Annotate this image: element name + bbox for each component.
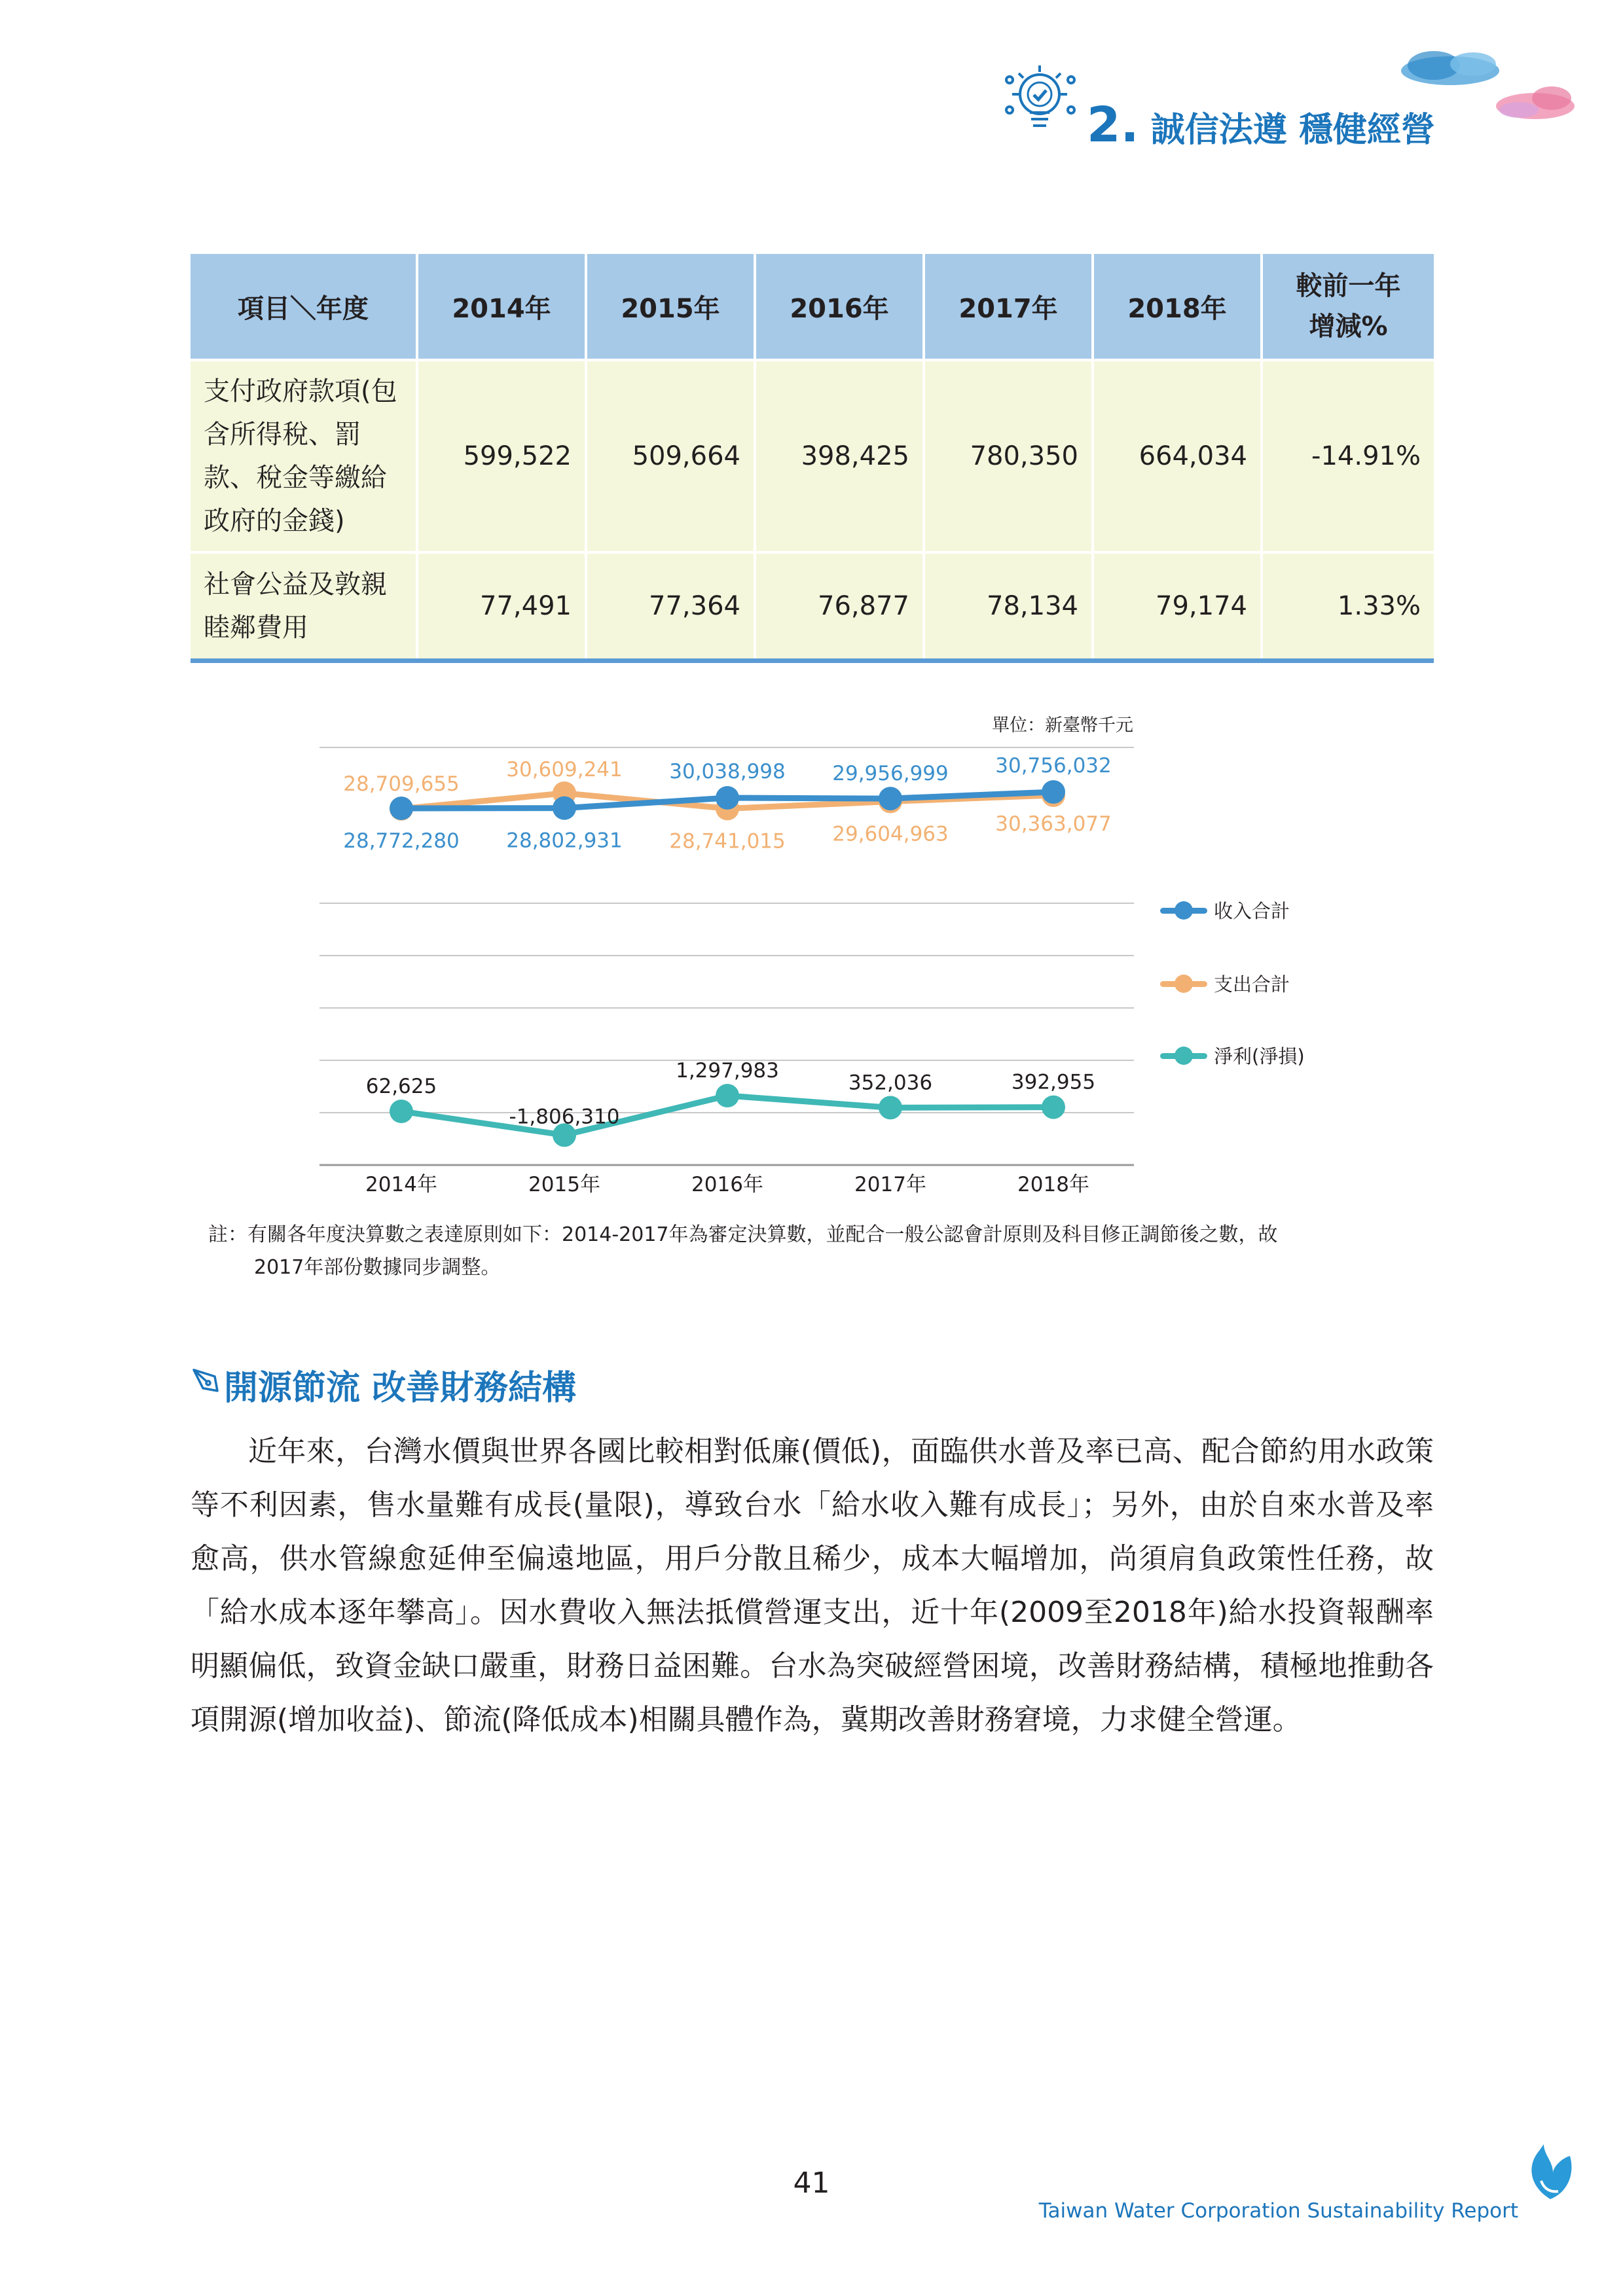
table-cell: 398,425	[755, 360, 924, 552]
data-label: 30,363,077	[995, 812, 1112, 836]
column-header: 2017年	[924, 254, 1093, 360]
x-tick-label: 2015年	[528, 1173, 600, 1196]
data-point	[390, 1100, 413, 1123]
legend-label: 淨利(淨損)	[1214, 1045, 1305, 1067]
legend-label: 收入合計	[1214, 900, 1290, 922]
table-header-row	[191, 254, 1434, 360]
table-cell: 77,491	[417, 552, 586, 661]
data-point	[553, 797, 576, 820]
chart-unit-label: 單位：新臺幣千元	[992, 715, 1133, 736]
legend-label: 支出合計	[1214, 973, 1290, 996]
data-label: 62,625	[365, 1075, 437, 1098]
data-label: 30,609,241	[506, 757, 623, 781]
data-label: 28,709,655	[343, 772, 460, 796]
table-cell: 599,522	[417, 360, 586, 552]
footnote-line-1: 註：有關各年度決算數之表達原則如下：2014-2017年為審定決算數，並配合一般公認會計原則及科目修正調節後之數，故	[208, 1223, 1278, 1246]
data-point	[879, 787, 902, 810]
data-label: 1,297,983	[676, 1059, 779, 1083]
data-label: 29,956,999	[832, 762, 949, 786]
x-tick-label: 2016年	[691, 1173, 763, 1196]
data-point	[390, 797, 413, 820]
data-point	[1042, 1096, 1065, 1119]
data-label: 28,802,931	[506, 829, 623, 853]
section-header	[1087, 97, 1435, 153]
data-label: -1,806,310	[509, 1105, 620, 1129]
lightbulb-check-icon	[1000, 60, 1085, 145]
watercolor-clouds-decoration	[1388, 46, 1584, 137]
column-header: 較前一年 增減%	[1262, 254, 1434, 360]
pen-nib-icon	[190, 1365, 221, 1396]
table-cell: 79,174	[1093, 552, 1262, 661]
data-point	[1042, 780, 1065, 804]
row-label: 社會公益及敦親睦鄰費用	[191, 552, 417, 661]
table-cell: 76,877	[755, 552, 924, 661]
x-tick-label: 2017年	[854, 1173, 926, 1196]
data-label: 28,741,015	[669, 829, 786, 853]
data-label: 352,036	[848, 1071, 933, 1095]
column-header: 項目＼年度	[191, 254, 417, 360]
column-header: 2014年	[417, 254, 586, 360]
footnote-line-2: 2017年部份數據同步調整。	[254, 1256, 501, 1279]
data-label: 30,038,998	[669, 760, 786, 784]
column-header: 2015年	[586, 254, 755, 360]
data-label: 28,772,280	[343, 829, 460, 853]
row-label: 支付政府款項(包含所得稅、罰款、稅金等繳給政府的金錢)	[191, 360, 417, 552]
legend-swatch-marker	[1175, 901, 1193, 920]
table-row	[191, 360, 1434, 552]
table-row	[191, 552, 1434, 661]
data-point	[716, 786, 739, 810]
data-label: 29,604,963	[832, 822, 949, 846]
section-header-title: 誠信法遵 穩健經營	[1150, 111, 1435, 150]
change-cell: -14.91%	[1262, 360, 1434, 552]
table-cell: 509,664	[586, 360, 755, 552]
column-header: 2016年	[755, 254, 924, 360]
table-cell: 664,034	[1093, 360, 1262, 552]
change-cell: 1.33%	[1262, 552, 1434, 661]
column-header: 2018年	[1093, 254, 1262, 360]
section-heading: 開源節流 改善財務結構	[224, 1369, 577, 1408]
data-point	[716, 1084, 739, 1107]
data-point	[879, 1096, 902, 1119]
legend-swatch-marker	[1175, 975, 1193, 993]
legend-swatch-marker	[1175, 1047, 1193, 1065]
table-cell: 780,350	[924, 360, 1093, 552]
chart-footnote	[208, 1219, 1426, 1284]
income-expense-line-chart	[308, 733, 1159, 1211]
water-drop-logo-icon	[1524, 2142, 1577, 2200]
table-cell: 78,134	[924, 552, 1093, 661]
x-tick-label: 2018年	[1017, 1173, 1089, 1196]
data-label: 30,756,032	[995, 754, 1112, 778]
data-label: 392,955	[1011, 1070, 1096, 1094]
page-number: 41	[793, 2166, 830, 2200]
body-paragraph: 近年來，台灣水價與世界各國比較相對低廉(價低)，面臨供水普及率已高、配合節約用水政策等不利因素，售水量難有成長(量限)，導致台水「給水收入難有成長」；另外，由於自來水普及率愈高，供水管線愈延伸至偏遠地區，用戶分散且稀少，成本大幅增加，尚須肩負政策性任務，故「給水成本逐年攀高」。因水費收入無法抵償營運支出，近十年(2009至2018年)給水投資報酬率明顯偏低，致資金缺口嚴重，財務日益困難。台水為突破經營困境，改善財務結構，積極地推動各項開源(增加收益)、節流(降低成本)相關具體作為，冀期改善財務窘境，力求健全營運。	[191, 1435, 1434, 1736]
financial-table	[191, 254, 1434, 663]
section-number: 2.	[1087, 97, 1139, 153]
report-title: Taiwan Water Corporation Sustainability Report	[1038, 2199, 1518, 2223]
table-cell: 77,364	[586, 552, 755, 661]
x-tick-label: 2014年	[365, 1173, 437, 1196]
